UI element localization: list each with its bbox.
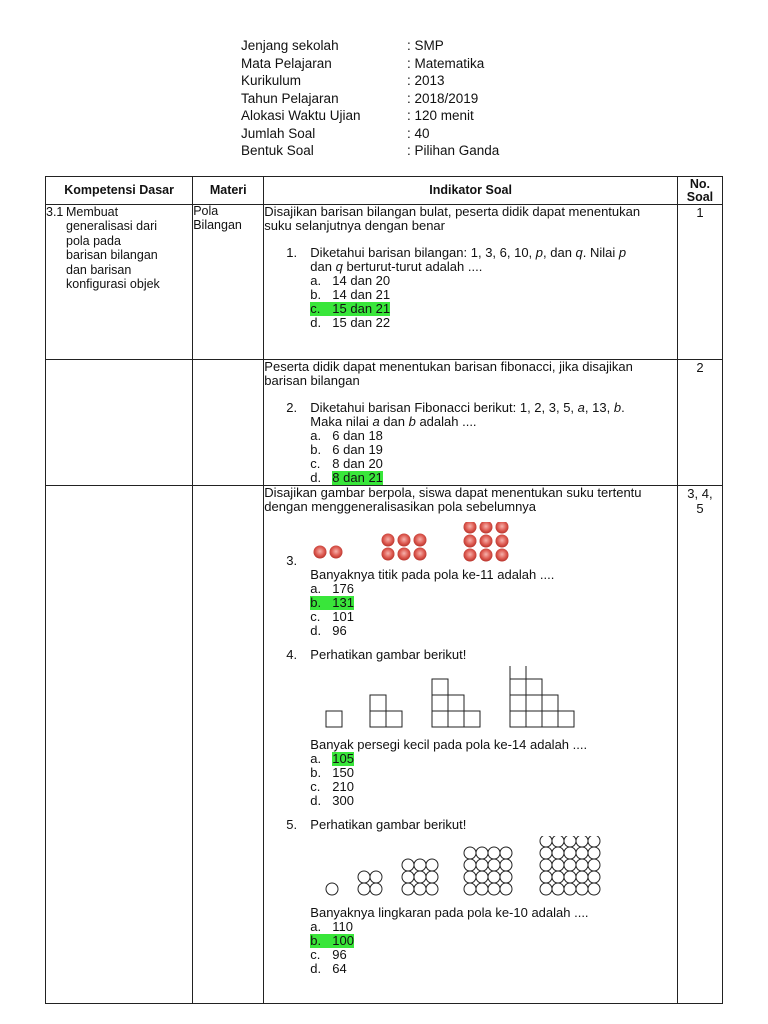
question-2 [286, 401, 677, 429]
question-1 [286, 246, 677, 274]
answer-option [310, 948, 677, 962]
option-letter: d. [310, 961, 322, 976]
meta-label: Alokasi Waktu Ujian [241, 108, 361, 123]
answer-option [310, 610, 677, 624]
header-no-line1: No. [689, 176, 711, 191]
materi-cell [193, 205, 264, 360]
table-row [46, 486, 723, 1004]
no-soal-cell: 1 [677, 205, 722, 360]
no-soal-line: 5 [696, 501, 704, 516]
option-letter: c. [310, 779, 321, 794]
question-text: Perhatikan gambar berikut! [310, 817, 467, 832]
question-number: 3. [286, 553, 298, 568]
meta-label: Jumlah Soal [241, 125, 316, 141]
option-letter: c. [310, 456, 321, 471]
question-text: Banyaknya titik pada pola ke-11 adalah .... [310, 567, 555, 582]
no-soal-cell [677, 486, 722, 1004]
table-row [46, 205, 723, 360]
question-number: 1. [286, 245, 298, 260]
indikator-cell [264, 486, 678, 1004]
circle-pattern-3 [402, 859, 438, 895]
kd-line: pola pada [66, 233, 121, 248]
option-text: 14 dan 21 [332, 287, 391, 302]
option-text: 96 [332, 623, 347, 638]
question-4 [286, 648, 677, 662]
staircase-3 [432, 679, 480, 727]
answer-options [310, 582, 677, 638]
answer-option-correct [310, 596, 677, 610]
indicator-text: Disajikan gambar berpola, siswa dapat menentukan suku tertentu [264, 485, 642, 500]
answer-option [310, 624, 677, 638]
question-text: Banyaknya lingkaran pada pola ke-10 adalah .... [310, 905, 589, 920]
option-text: 150 [332, 765, 354, 780]
option-letter: a. [310, 428, 322, 443]
answer-option [310, 780, 677, 794]
option-letter: a. [310, 919, 322, 934]
indikator-cell [264, 360, 678, 486]
kompetensi-dasar-cell [46, 205, 193, 360]
option-text: 6 dan 19 [332, 442, 383, 457]
exam-metadata [241, 37, 499, 160]
question-number: 4. [286, 647, 298, 662]
meta-label: Kurikulum [241, 73, 302, 88]
option-text: 210 [332, 779, 354, 794]
question-number: 5. [286, 817, 298, 832]
table-row [46, 360, 723, 486]
meta-value: : 2013 [407, 73, 445, 88]
answer-option-correct [310, 302, 677, 316]
header-indikator-soal: Indikator Soal [264, 177, 678, 205]
option-letter: d. [310, 793, 322, 808]
meta-row [241, 142, 499, 160]
answer-option [310, 766, 677, 780]
option-letter: b. [310, 595, 322, 610]
meta-label: Jenjang sekolah [241, 38, 339, 53]
correct-answer-highlight [310, 934, 354, 948]
indicator-text: barisan bilangan [264, 373, 360, 388]
meta-value: : 2018/2019 [407, 90, 479, 106]
option-letter: b. [310, 933, 322, 948]
question-grid-table [45, 176, 723, 1004]
question-text: dan q berturut-turut adalah .... [310, 259, 483, 274]
dot-pattern-2 [382, 534, 427, 561]
option-text: 15 dan 22 [332, 315, 391, 330]
materi-line: Pola [193, 204, 219, 218]
correct-answer-highlight [310, 596, 354, 610]
kd-number: 3.1 [46, 205, 64, 219]
answer-options [310, 920, 677, 976]
correct-answer-highlight [310, 302, 390, 316]
answer-option [310, 920, 677, 934]
dot-pattern-figure [310, 522, 510, 568]
option-letter: b. [310, 287, 322, 302]
option-letter: d. [310, 470, 322, 485]
dot-pattern-1 [314, 546, 343, 559]
option-letter: a. [310, 273, 322, 288]
kd-text [66, 205, 160, 291]
header-no-line2: Soal [686, 189, 714, 204]
option-text: 6 dan 18 [332, 428, 383, 443]
option-text: 14 dan 20 [332, 273, 391, 288]
no-soal-cell: 2 [677, 360, 722, 486]
option-letter: d. [310, 623, 322, 638]
answer-options [310, 752, 677, 808]
answer-option [310, 962, 677, 976]
circle-pattern-figure [324, 836, 624, 898]
option-text: 110 [332, 919, 354, 934]
dot-pattern-3 [464, 522, 511, 562]
answer-option [310, 457, 677, 471]
kd-line: Membuat [66, 205, 119, 219]
answer-option [310, 794, 677, 808]
answer-options [310, 274, 677, 330]
square-staircase-figure [324, 666, 624, 730]
answer-option [310, 288, 677, 302]
indikator-cell [264, 205, 678, 360]
question-text: Diketahui barisan bilangan: 1, 3, 6, 10, p, dan q. Nilai p [310, 245, 627, 260]
option-letter: d. [310, 315, 322, 330]
meta-row [241, 37, 499, 55]
correct-answer-highlight: 105 [332, 751, 354, 766]
answer-option-correct [310, 934, 677, 948]
meta-row [241, 125, 499, 143]
kompetensi-dasar-cell [46, 360, 193, 486]
meta-value: : SMP [407, 38, 444, 53]
option-text: 64 [332, 961, 347, 976]
kd-line: konfigurasi objek [66, 277, 160, 292]
answer-option [310, 443, 677, 457]
indicator-text: Peserta didik dapat menentukan barisan fibonacci, jika disajikan [264, 359, 633, 374]
meta-row [241, 72, 499, 90]
meta-value: : 40 [407, 125, 430, 141]
answer-option [310, 316, 677, 330]
staircase-1 [326, 711, 342, 727]
option-letter: b. [310, 442, 322, 457]
meta-row [241, 90, 499, 108]
option-letter: c. [310, 301, 321, 316]
kd-line: dan barisan [66, 262, 132, 277]
meta-row [241, 107, 499, 125]
option-text: 131 [332, 595, 354, 610]
answer-option [310, 429, 677, 443]
circle-pattern-2 [358, 871, 382, 895]
option-letter: c. [310, 947, 321, 962]
question-text: Maka nilai a dan b adalah .... [310, 414, 477, 429]
header-no-soal [677, 177, 722, 205]
indicator-text: Disajikan barisan bilangan bulat, peserta didik dapat menentukan [264, 204, 641, 219]
materi-cell [193, 486, 264, 1004]
circle-pattern-5 [540, 836, 600, 895]
table-header-row [46, 177, 723, 205]
answer-option-correct [310, 752, 677, 766]
option-text: 176 [332, 581, 354, 596]
option-letter: b. [310, 765, 322, 780]
option-letter: a. [310, 581, 322, 596]
circle-pattern-1 [326, 883, 338, 895]
option-letter: a. [310, 751, 322, 766]
question-text: Perhatikan gambar berikut! [310, 647, 467, 662]
option-text: 96 [332, 947, 347, 962]
meta-value: : Matematika [407, 55, 485, 71]
staircase-2 [370, 695, 402, 727]
meta-label: Mata Pelajaran [241, 55, 332, 71]
answer-option [310, 274, 677, 288]
header-materi: Materi [193, 177, 264, 205]
answer-option-correct [310, 471, 677, 485]
kompetensi-dasar-cell [46, 486, 193, 1004]
meta-value: : Pilihan Ganda [407, 143, 500, 158]
option-text: 100 [332, 933, 354, 948]
correct-answer-highlight: 8 dan 21 [332, 470, 383, 485]
answer-options [310, 429, 677, 485]
meta-label: Tahun Pelajaran [241, 90, 339, 106]
indicator-text: dengan menggeneralisasikan pola sebelumnya [264, 499, 537, 514]
no-soal-line: 3, 4, [687, 486, 713, 501]
circle-pattern-4 [464, 847, 512, 895]
kd-line: generalisasi dari [66, 219, 158, 234]
question-number: 2. [286, 400, 298, 415]
option-text: 101 [332, 609, 354, 624]
meta-row [241, 55, 499, 73]
staircase-4 [510, 666, 574, 727]
meta-label: Bentuk Soal [241, 143, 314, 158]
question-5 [286, 818, 677, 832]
option-letter: c. [310, 609, 321, 624]
indicator-text: suku selanjutnya dengan benar [264, 218, 445, 233]
question-text: Banyak persegi kecil pada pola ke-14 adalah .... [310, 737, 588, 752]
option-text: 300 [332, 793, 354, 808]
option-text: 8 dan 20 [332, 456, 383, 471]
kd-line: barisan bilangan [66, 248, 158, 263]
option-text: 15 dan 21 [332, 301, 391, 316]
question-text: Diketahui barisan Fibonacci berikut: 1, 2, 3, 5, a, 13, b. [310, 400, 625, 415]
materi-line: Bilangan [193, 217, 242, 232]
answer-option [310, 582, 677, 596]
materi-cell [193, 360, 264, 486]
header-kompetensi-dasar: Kompetensi Dasar [46, 177, 193, 205]
meta-value: : 120 menit [407, 108, 474, 123]
